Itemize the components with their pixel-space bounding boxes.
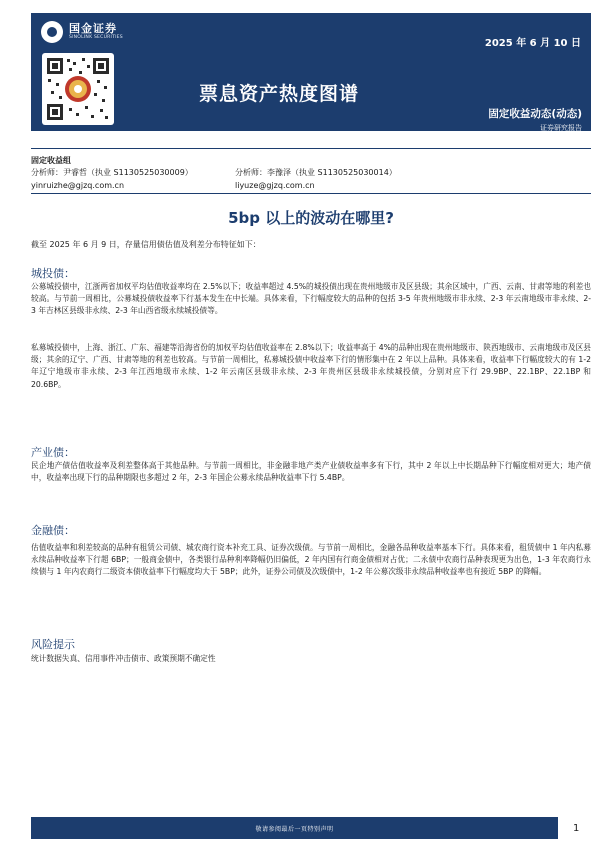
page-number: 1 [573,823,580,834]
brand-name-en: SINOLINK SECURITIES [69,35,123,41]
qr-code-icon [42,53,114,125]
header-banner [31,13,591,131]
paragraph-risk: 统计数据失真、信用事件冲击债市、政策预期不确定性 [31,654,216,663]
footer-disclaimer-link[interactable]: 敬请参阅最后一页特别声明 [255,825,334,833]
section-title-risk: 风险提示 [31,638,75,651]
analyst-2-label: 分析师：李豫泽（执业 S1130525030014） [235,168,397,178]
analyst-block [31,155,591,192]
report-subtitle: 固定收益动态(动态) [488,108,582,120]
paragraph-financial: 估值收益率和利差较高的品种有租赁公司债、城农商行资本补充工具、证券次级债。与节前一周相比，金融各品种收益率基本下行。具体来看，租赁债中 1 年内私募永续品种收益率下行超 6BP；一般商金债中，各类银行品种利率降幅仍旧偏低，2 年内国有行商金债相对占优；二永债中农商行品种表现更为出色，1-3 年农商行永续债与 1 年内农商行二级资本债收益率下行幅度均大于 5BP；此外，证券公司债及次级债中，1-2 年公募次级非永续品种收益率也有接近 5BP 的降幅。 [31,543,591,577]
section-title-industry: 产业债： [31,446,75,459]
section-title-chengtou: 城投债： [31,267,75,280]
divider-analysts [31,193,591,194]
headline: 5bp 以上的波动在哪里? [228,209,394,227]
analyst-2-email: liyuze@gjzq.com.cn [235,180,315,190]
intro-paragraph: 截至 2025 年 6 月 9 日，存量信用债估值及利差分布特征如下： [31,240,261,249]
report-title: 票息资产热度图谱 [199,83,360,105]
brand-logo [41,21,123,43]
report-date: 2025 年 6 月 10 日 [484,38,581,49]
analyst-1-email: yinruizhe@gjzq.com.cn [31,180,125,190]
footer-bar [31,817,558,839]
divider-top [31,148,591,149]
brand-name-cn: 国金证券 [69,22,117,36]
sinolink-logo-icon [41,21,63,43]
paragraph-industry: 民企地产债估值收益率及利差整体高于其他品种。与节前一周相比，非金融非地产类产业债收益率多有下行，其中 2 年以上中长期品种下行幅度相对更大；地产债中，收益率出现下行的品种期限也多超过 2 年，2-3 年国企公募永续品种收益率下行 5.4BP。 [31,461,591,483]
team-name: 固定收益组 [31,156,71,165]
paragraph-chengtou-private: 私募城投债中，上海、浙江、广东、福建等沿海省份的加权平均估值收益率在 2.8%以下；收益率高于 4%的品种出现在贵州地级市、陕西地级市、云南地级市及区县级；其余的辽宁、广西、甘肃等地的利差也较高。与节前一周相比，私募城投债中收益率下行的情形集中在 2 年以上品种。具体来看，收益率下行幅度较大的有 1-2 年辽宁地级市非永续、2-3 年江西地级市永续、1-2 年云南区县级非永续、2-3 年贵州区县级非永续城投债，分别对应下行 29.9BP、22.1BP、22.1BP 和 20.6BP。 [31,343,591,389]
report-type: 证券研究报告 [540,124,582,132]
analyst-1-label: 分析师：尹睿哲（执业 S1130525030009） [31,168,193,178]
paragraph-chengtou-public: 公募城投债中，江浙两省加权平均估值收益率均在 2.5%以下；收益率超过 4.5%的城投债出现在贵州地级市及区县级；其余区域中，广西、云南、甘肃等地的利差也较高。与节前一周相比，公募城投债收益率下行基本发生在中长端。具体来看，下行幅度较大的品种的包括 3-5 年贵州地级市非永续、2-3 年云南地级市非永续、2-3 年吉林区县级非永续、2-3 年山西省级永续城投债等。 [31,282,591,316]
section-title-financial: 金融债： [31,524,75,537]
